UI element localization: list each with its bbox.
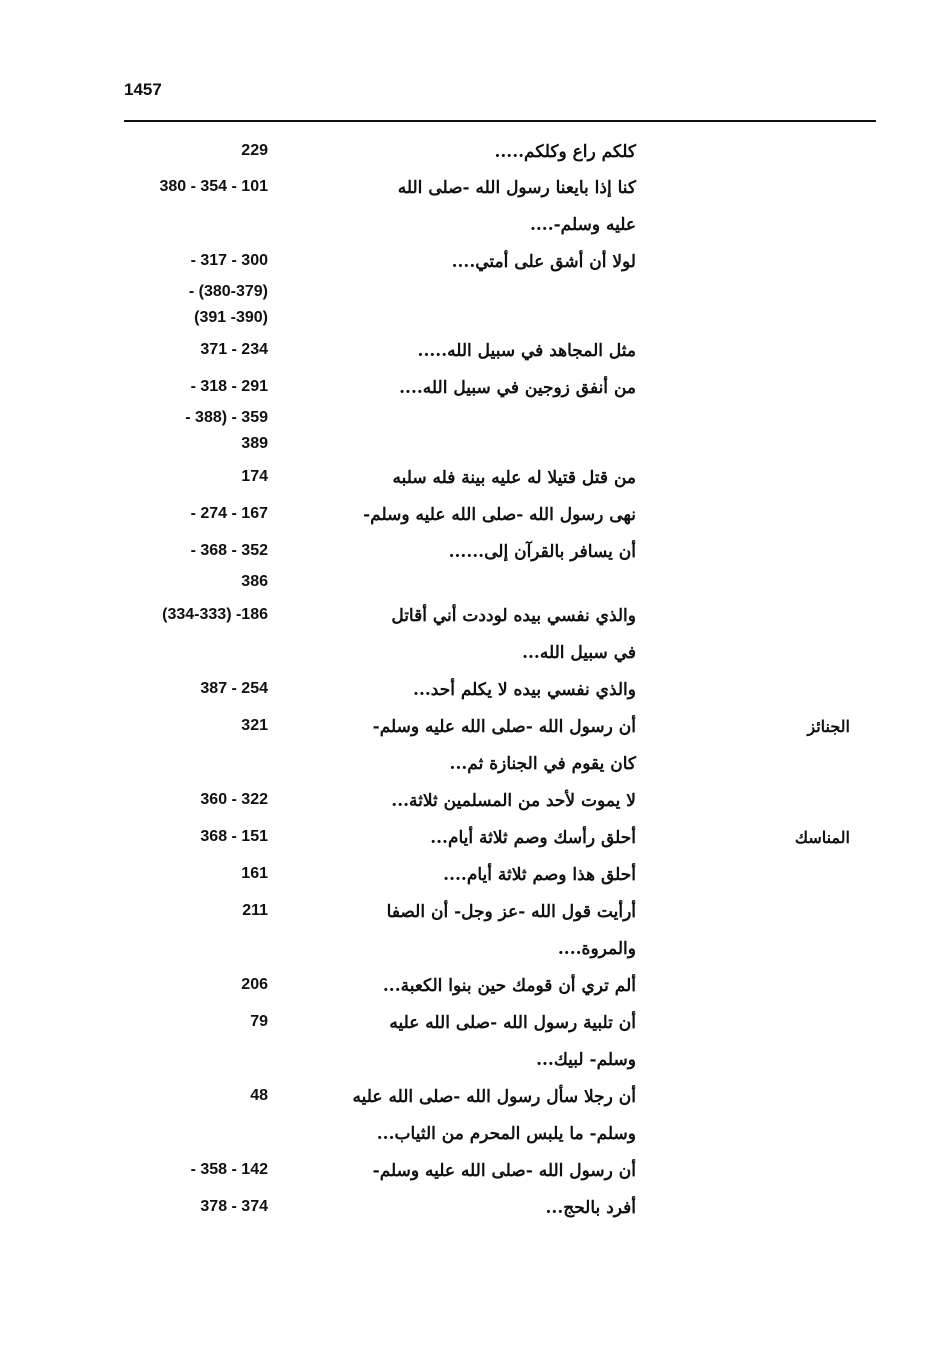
page-refs: 360 - 322 — [200, 791, 268, 808]
page-refs: 380 - 354 - 101 — [159, 178, 268, 195]
page-refs: 206 — [241, 976, 268, 993]
hadith-text: نهى رسول الله -صلى الله عليه وسلم- — [363, 505, 636, 525]
page-refs: 174 — [241, 468, 268, 485]
hadith-text: في سبيل الله... — [522, 643, 636, 663]
hadith-text: مثل المجاهد في سبيل الله..... — [417, 341, 636, 361]
index-line — [0, 643, 948, 671]
index-line — [0, 939, 948, 967]
page-refs: 389 — [241, 435, 268, 452]
index-line — [0, 865, 948, 893]
hadith-text: وسلم- ما يلبس المحرم من الثياب... — [376, 1124, 636, 1144]
index-line — [0, 717, 948, 745]
page-refs: - 318 - 291 — [190, 378, 268, 395]
index-line — [0, 252, 948, 280]
hadith-text: أن رجلا سأل رسول الله -صلى الله عليه — [352, 1087, 636, 1107]
hadith-text: كنا إذا بايعنا رسول الله -صلى الله — [397, 178, 636, 198]
hadith-text: أن رسول الله -صلى الله عليه وسلم- — [372, 1161, 636, 1181]
hadith-text: لا يموت لأحد من المسلمين ثلاثة... — [391, 791, 636, 811]
index-line — [0, 542, 948, 570]
section-label: الجنائز — [807, 717, 850, 736]
hadith-text: أحلق هذا وصم ثلاثة أيام.... — [443, 865, 636, 885]
index-line — [0, 976, 948, 1004]
page-refs: 161 — [241, 865, 268, 882]
index-line — [0, 1161, 948, 1189]
page-refs: (334-333) -186 — [162, 606, 268, 623]
hadith-text: كلكم راع وكلكم..... — [494, 142, 636, 162]
hadith-text: أن رسول الله -صلى الله عليه وسلم- — [372, 717, 636, 737]
hadith-text: من قتل قتيلا له عليه بينة فله سلبه — [392, 468, 636, 488]
page-refs: 371 - 234 — [200, 341, 268, 358]
page-refs: (391 -390) — [194, 309, 268, 326]
hadith-text: أحلق رأسك وصم ثلاثة أيام... — [430, 828, 636, 848]
index-line — [0, 283, 948, 311]
page-refs: 378 - 374 — [200, 1198, 268, 1215]
hadith-text: أفرد بالحج... — [545, 1198, 636, 1218]
page-refs: 229 — [241, 142, 268, 159]
hadith-text: والذي نفسي بيده لا يكلم أحد... — [413, 680, 636, 700]
page-refs: 386 — [241, 573, 268, 590]
index-line — [0, 606, 948, 634]
hadith-text: أن يسافر بالقرآن إلى...... — [448, 542, 636, 562]
page-refs: - 317 - 300 — [190, 252, 268, 269]
page-refs: 387 - 254 — [200, 680, 268, 697]
page-refs: - (380-379) — [188, 283, 268, 300]
hadith-text: كان يقوم في الجنازة ثم... — [449, 754, 636, 774]
index-line — [0, 435, 948, 463]
page-refs: 321 — [241, 717, 268, 734]
index-line — [0, 828, 948, 856]
index-line — [0, 1198, 948, 1226]
page-refs: 368 - 151 — [200, 828, 268, 845]
index-line — [0, 754, 948, 782]
index-line — [0, 1013, 948, 1041]
page-refs: 48 — [250, 1087, 268, 1104]
hadith-text: والمروة.... — [557, 939, 636, 959]
index-line — [0, 1124, 948, 1152]
index-line — [0, 680, 948, 708]
index-line — [0, 215, 948, 243]
index-line — [0, 309, 948, 337]
hadith-text: ألم تري أن قومك حين بنوا الكعبة... — [382, 976, 636, 996]
index-line — [0, 573, 948, 601]
index-line — [0, 1050, 948, 1078]
hadith-text: أرأيت قول الله -عز وجل- أن الصفا — [386, 902, 636, 922]
page-refs: - 368 - 352 — [190, 542, 268, 559]
index-line — [0, 505, 948, 533]
hadith-text: وسلم- لبيك... — [536, 1050, 636, 1070]
hadith-text: عليه وسلم-.... — [529, 215, 636, 235]
index-line — [0, 791, 948, 819]
page-refs: - 358 - 142 — [190, 1161, 268, 1178]
page-refs: - 388) - 359 — [185, 409, 268, 426]
page-refs: 79 — [250, 1013, 268, 1030]
section-label: المناسك — [794, 828, 850, 847]
hadith-text: لولا أن أشق على أمتي.... — [451, 252, 636, 272]
page-number: 1457 — [124, 80, 162, 99]
hadith-text: والذي نفسي بيده لوددت أني أقاتل — [391, 606, 636, 626]
index-line — [0, 378, 948, 406]
index-line — [0, 409, 948, 437]
index-line — [0, 902, 948, 930]
hadith-text: من أنفق زوجين في سبيل الله.... — [399, 378, 636, 398]
index-line — [0, 1087, 948, 1115]
index-line — [0, 341, 948, 369]
page-refs: - 274 - 167 — [190, 505, 268, 522]
index-line — [0, 468, 948, 496]
index-line — [0, 142, 948, 170]
hadith-text: أن تلبية رسول الله -صلى الله عليه — [389, 1013, 636, 1033]
index-line — [0, 178, 948, 206]
page-refs: 211 — [242, 902, 268, 919]
